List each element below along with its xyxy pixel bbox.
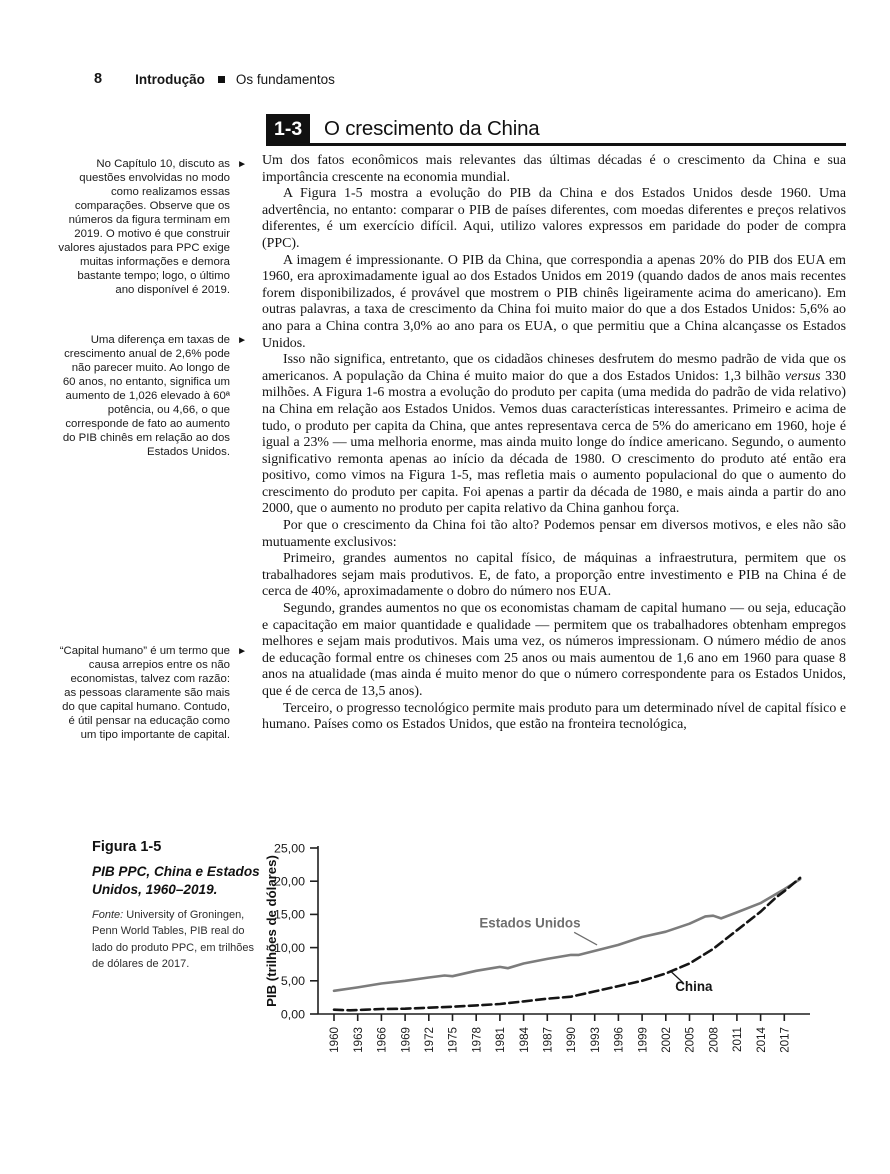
x-tick-label: 1963 bbox=[351, 1027, 365, 1053]
figure-source-prefix: Fonte: bbox=[92, 909, 124, 921]
x-tick-label: 1975 bbox=[446, 1027, 460, 1053]
triangle-right-icon: ► bbox=[237, 159, 247, 170]
y-tick-label: 25,00 bbox=[273, 841, 305, 856]
body-paragraph: Isso não significa, entretanto, que os cidadãos chineses desfrutem do mesmo padrão de vida que os americanos. A população da China é muito maior do que a dos Estados Unidos: 1,3 bilhão versus 330 milhões. A Figura 1-6 mostra a evolução do produto per capita (uma medida do padrão de vida relativo) na China em relação aos Estados Unidos. Vemos duas características interessantes. Primeiro e acima de tudo, o produto per capita da China, que antes representava cerca de 5% do americano em 1960, hoje é igual a 23% — uma melhoria enorme, mas ainda muito longe do índice americano. Segundo, o aumento significativo remonta apenas ao início da década de 1980. O crescimento do produto até então era positivo, como vimos na Figura 1-5, mas refletia mais o aumento populacional do que o aumento do crescimento do produto per capita. Foi apenas a partir da década de 1980, e mais ainda a partir do ano 2000, que o aumento no produto per capita relativo da China ganhou força. bbox=[262, 352, 847, 517]
x-tick-label: 1993 bbox=[588, 1027, 602, 1053]
figure-source bbox=[92, 907, 264, 973]
x-tick-label: 1984 bbox=[517, 1027, 531, 1053]
x-tick-label: 2011 bbox=[731, 1027, 745, 1052]
margin-note bbox=[58, 333, 247, 459]
margin-note-text: Uma diferença em taxas de crescimento anual de 2,6% pode não parecer muito. Ao longo de 60 anos, no entanto, significa um aumento de 1,026 elevado à 60ª potência, ou 4,66, o que corresponde de fato ao aumento do PIB chinês em relação ao dos Estados Unidos. bbox=[62, 334, 230, 458]
figure-source-text: University of Groningen, Penn World Tables, PIB real do lado do produto PPC, em trilhões de dólares de 2017. bbox=[92, 909, 255, 971]
x-tick-label: 2005 bbox=[683, 1027, 697, 1053]
figure-chart bbox=[258, 833, 882, 1101]
square-bullet-icon bbox=[218, 76, 225, 83]
y-tick-label: 10,00 bbox=[273, 940, 305, 955]
triangle-right-icon: ► bbox=[237, 335, 247, 346]
body-text bbox=[262, 153, 846, 734]
y-tick-label: 5,00 bbox=[280, 974, 305, 989]
x-tick-label: 1960 bbox=[328, 1027, 342, 1053]
series-line-china bbox=[334, 878, 800, 1010]
body-paragraph: A imagem é impressionante. O PIB da China, que correspondia a apenas 20% do PIB dos EUA em 1960, era aproximadamente igual ao dos Estados Unidos em 2019 (quando dados de anos mais recentes forem disponibilizados, é provável que mostrem o PIB chinês ligeiramente acima do americano). Em outras palavras, a taxa de crescimento da China foi muito maior do que a dos Estados Unidos: 5,6% ao ano para a China contra 3,0% ao ano para os EUA, o que permitiu que a China alcançasse os Estados Unidos. bbox=[262, 252, 846, 351]
x-tick-label: 1987 bbox=[541, 1027, 555, 1053]
running-head bbox=[94, 71, 335, 87]
figure-title: PIB PPC, China e Estados Unidos, 1960–2019. bbox=[92, 864, 260, 897]
y-tick-label: 0,00 bbox=[280, 1007, 305, 1022]
x-tick-label: 1999 bbox=[636, 1027, 650, 1053]
line-chart bbox=[258, 833, 882, 1101]
section-number-badge: 1-3 bbox=[266, 114, 310, 145]
x-tick-label: 1996 bbox=[612, 1027, 626, 1053]
section-heading-title: O crescimento da China bbox=[324, 117, 540, 140]
y-tick-label: 20,00 bbox=[273, 874, 305, 889]
x-tick-label: 2008 bbox=[707, 1027, 721, 1053]
margin-note-text: “Capital humano” é um termo que causa arrepios entre os não economistas, talvez com razão: as pessoas claramente são mais do que capital humano. Contudo, é útil pensar na educação como um tipo importante de capital. bbox=[59, 645, 230, 741]
body-paragraph: Um dos fatos econômicos mais relevantes das últimas décadas é o crescimento da China e sua importância crescente na economia mundial. bbox=[262, 153, 846, 185]
chart-annotation: Estados Unidos bbox=[479, 915, 581, 931]
triangle-right-icon: ► bbox=[237, 646, 247, 657]
body-paragraph: Por que o crescimento da China foi tão alto? Podemos pensar em diversos motivos, e eles não são mutuamente exclusivos: bbox=[262, 518, 846, 550]
chapter-title: Introdução bbox=[135, 71, 205, 87]
figure-caption bbox=[92, 839, 264, 973]
x-tick-label: 1981 bbox=[494, 1027, 508, 1053]
x-tick-label: 2014 bbox=[754, 1027, 768, 1053]
x-tick-label: 2017 bbox=[778, 1027, 792, 1053]
x-tick-label: 1978 bbox=[470, 1027, 484, 1053]
chart-annotation: China bbox=[675, 979, 713, 995]
section-heading bbox=[266, 114, 846, 145]
x-tick-label: 1972 bbox=[423, 1027, 436, 1053]
section-title: Os fundamentos bbox=[235, 71, 335, 87]
body-paragraph: A Figura 1-5 mostra a evolução do PIB da China e dos Estados Unidos desde 1960. Uma advertência, no entanto: comparar o PIB de países diferentes, com moedas diferentes e preços relativos diferentes, é um exercício difícil. Aqui, utilizo valores expressos em paridade do poder de compra (PPC). bbox=[262, 186, 846, 251]
y-tick-label: 15,00 bbox=[273, 907, 305, 922]
margin-note bbox=[58, 157, 247, 297]
page-number: 8 bbox=[94, 71, 103, 87]
y-axis-label: PIB (trilhões de dólares) bbox=[264, 855, 279, 1007]
x-tick-label: 1966 bbox=[375, 1027, 389, 1053]
body-paragraph: Terceiro, o progresso tecnológico permite mais produto para um determinado nível de capital físico e humano. Países como os Estados Unidos, que estão na fronteira tecnológica, bbox=[262, 700, 846, 733]
margin-note bbox=[58, 644, 247, 742]
margin-note-text: No Capítulo 10, discuto as questões envolvidas no modo como realizamos essas comparações. Observe que os números da figura terminam em 2019. O motivo é que construir valores ajustados para PPC exige muitas informações e demora bastante tempo; logo, o último ano disponível é 2019. bbox=[58, 158, 230, 296]
body-paragraph: Segundo, grandes aumentos no que os economistas chamam de capital humano — ou seja, educação e capacitação em maior quantidade e qualidade — permitem que os trabalhadores obtenham empregos melhores e sejam mais produtivos. Mais uma vez, os números impressionam. O número médio de anos de educação formal entre os chineses com 25 anos ou mais aumentou de 1,6 ano em 1960 para quase 8 anos na atualidade (mas ainda é muito menor do que o número correspondente para os Estados Unidos, que é de cerca de 13,5 anos). bbox=[262, 601, 846, 699]
x-tick-label: 1990 bbox=[565, 1027, 579, 1053]
body-paragraph: Primeiro, grandes aumentos no capital físico, de máquinas a infraestrutura, permitem que os trabalhadores sejam mais produtivos. E, de fato, a proporção entre investimento e PIB na China é de cerca de 40%, aproximadamente o dobro do número nos EUA. bbox=[262, 551, 846, 600]
annotation-callout-line bbox=[574, 932, 597, 945]
heading-rule bbox=[266, 143, 846, 146]
figure-label: Figura 1-5 bbox=[92, 839, 162, 855]
x-tick-label: 2002 bbox=[660, 1027, 673, 1053]
x-tick-label: 1969 bbox=[399, 1027, 413, 1053]
